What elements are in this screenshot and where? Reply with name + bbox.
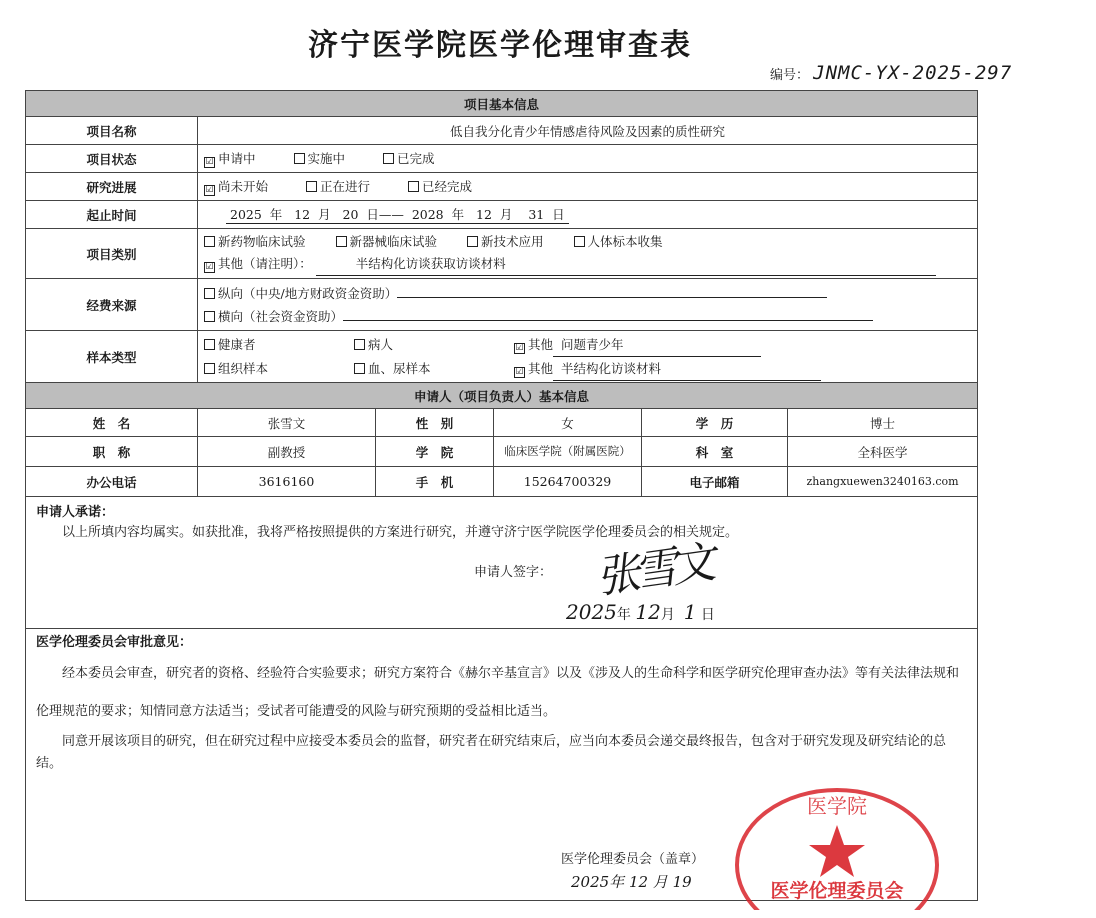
- opinion-heading: 医学伦理委员会审批意见：: [36, 635, 193, 650]
- status-option-implementing: 实施中: [307, 151, 346, 166]
- sample-type-label: 样本类型: [26, 331, 198, 383]
- sample-other-2-value[interactable]: 半结构化访谈材料: [553, 357, 821, 381]
- seal-bottom-text: 医学伦理委员会: [770, 880, 904, 902]
- gender-value[interactable]: 女: [494, 409, 642, 437]
- education-value[interactable]: 博士: [788, 409, 978, 437]
- pledge-heading: 申请人承诺：: [36, 505, 115, 520]
- type-other-label: 其他（请注明）：: [218, 256, 312, 271]
- office-phone-label: 办公电话: [26, 467, 198, 497]
- pledge-section: [26, 497, 978, 629]
- form-title: 济宁医学院医学伦理审查表: [308, 28, 692, 63]
- doc-no-label: 编号：: [770, 68, 810, 83]
- progress-option-done: 已经完成: [422, 179, 473, 194]
- education-label: 学 历: [642, 409, 788, 437]
- applicant-info-header: 申请人（项目负责人）基本信息: [26, 383, 978, 409]
- mobile-value[interactable]: 15264700329: [494, 467, 642, 497]
- status-option-completed: 已完成: [397, 151, 435, 166]
- department-label: 科 室: [642, 437, 788, 467]
- job-title-value[interactable]: 副教授: [198, 437, 376, 467]
- committee-seal-label: 医学伦理委员会（盖章）: [561, 852, 705, 867]
- sample-checkbox-patient[interactable]: [354, 339, 365, 350]
- progress-checkbox-done[interactable]: [408, 181, 419, 192]
- sample-checkbox-tissue[interactable]: [204, 363, 215, 374]
- project-info-header: 项目基本信息: [26, 91, 978, 117]
- funding-checkbox-horizontal[interactable]: [204, 311, 215, 322]
- gender-label: 性 别: [376, 409, 494, 437]
- project-name-label: 项目名称: [26, 117, 198, 145]
- period-label: 起止时间: [26, 201, 198, 229]
- status-checkbox-implementing[interactable]: [294, 153, 305, 164]
- status-checkbox-applying[interactable]: ☑: [205, 157, 214, 167]
- status-option-applying: 申请中: [218, 151, 256, 166]
- sample-checkbox-other-1[interactable]: ☑: [515, 342, 524, 353]
- project-status-options: [198, 145, 978, 173]
- applicant-name-value[interactable]: 张雪文: [198, 409, 376, 437]
- progress-checkbox-ongoing[interactable]: [306, 181, 317, 192]
- opinion-para-1: 经本委员会审查，研究者的资格、经验符合实验要求；研究方案符合《赫尔辛基宣言》以及《涉及人的生命科学和医学研究伦理审查办法》等有关法律法规和伦理规范的要求；知情同意方法适当；受试者可能遭受的风险与研究预期的受益相比适当。: [36, 666, 960, 719]
- funding-options: 纵向（中央/地方财政资金资助） 横向（社会资金资助）: [198, 279, 978, 331]
- progress-option-ongoing: 正在进行: [320, 179, 371, 194]
- sample-checkbox-other-2[interactable]: ☑: [515, 366, 524, 377]
- mobile-label: 手 机: [376, 467, 494, 497]
- job-title-label: 职 称: [26, 437, 198, 467]
- college-value[interactable]: 临床医学院（附属医院）: [494, 437, 642, 467]
- progress-options: [198, 173, 978, 201]
- email-label: 电子邮箱: [642, 467, 788, 497]
- college-label: 学 院: [376, 437, 494, 467]
- project-type-label: 项目类别: [26, 229, 198, 279]
- office-phone-value[interactable]: 3616160: [198, 467, 376, 497]
- project-type-options: 新药物临床试验 新器械临床试验 新技术应用 人体标本收集 ☑ 其他（请注明）： 半结构化访谈获取访谈材料: [198, 229, 978, 279]
- sample-checkbox-healthy[interactable]: [204, 339, 215, 350]
- type-checkbox-specimen[interactable]: [574, 236, 585, 247]
- status-checkbox-completed[interactable]: [383, 153, 394, 164]
- progress-option-not-started: 尚未开始: [218, 179, 269, 194]
- progress-label: 研究进展: [26, 173, 198, 201]
- opinion-date: 2025年 12 月 19: [571, 873, 692, 891]
- applicant-signature: 张雪文: [592, 537, 713, 604]
- applicant-name-label: 姓 名: [26, 409, 198, 437]
- department-value[interactable]: 全科医学: [788, 437, 978, 467]
- document-number: [770, 62, 1012, 84]
- type-other-value[interactable]: 半结构化访谈获取访谈材料: [316, 253, 936, 276]
- opinion-para-2: 同意开展该项目的研究，但在研究过程中应接受本委员会的监督，研究者在研究结束后，应当向本委员会递交最终报告，包含对于研究发现及研究结论的总结。: [36, 734, 947, 771]
- progress-checkbox-not-started[interactable]: ☑: [205, 185, 214, 195]
- period-value[interactable]: 2025 年 12 月 20 日—— 2028 年 12 月 31 日: [198, 201, 978, 229]
- funding-checkbox-vertical[interactable]: [204, 288, 215, 299]
- type-checkbox-other[interactable]: ☑: [205, 262, 214, 272]
- type-checkbox-device[interactable]: [336, 236, 347, 247]
- sample-other-1-value[interactable]: 问题青少年: [553, 333, 761, 357]
- sign-label: 申请人签字：: [474, 565, 553, 580]
- doc-no-value: JNMC-YX-2025-297: [813, 62, 1013, 84]
- ethics-review-form: [25, 90, 978, 901]
- project-name-value[interactable]: 低自我分化青少年情感虐待风险及因素的质性研究: [198, 117, 978, 145]
- pledge-text: 以上所填内容均属实。如获批准，我将严格按照提供的方案进行研究，并遵守济宁医学院医学伦理委员会的相关规定。: [62, 525, 739, 541]
- seal-top-text: 医学院: [807, 794, 867, 818]
- funding-label: 经费来源: [26, 279, 198, 331]
- sample-type-options: 健康者 病人 ☑ 其他 问题青少年 组织样本 血、尿样本 ☑ 其他 半结构化访谈材料: [198, 331, 978, 383]
- committee-seal-stamp: [732, 785, 942, 910]
- type-checkbox-tech[interactable]: [467, 236, 478, 247]
- email-value[interactable]: zhangxuewen3240163.com: [788, 467, 978, 497]
- pledge-date: 2025年 12月 1 日: [566, 600, 715, 624]
- project-status-label: 项目状态: [26, 145, 198, 173]
- sample-checkbox-blood[interactable]: [354, 363, 365, 374]
- type-checkbox-drug[interactable]: [204, 236, 215, 247]
